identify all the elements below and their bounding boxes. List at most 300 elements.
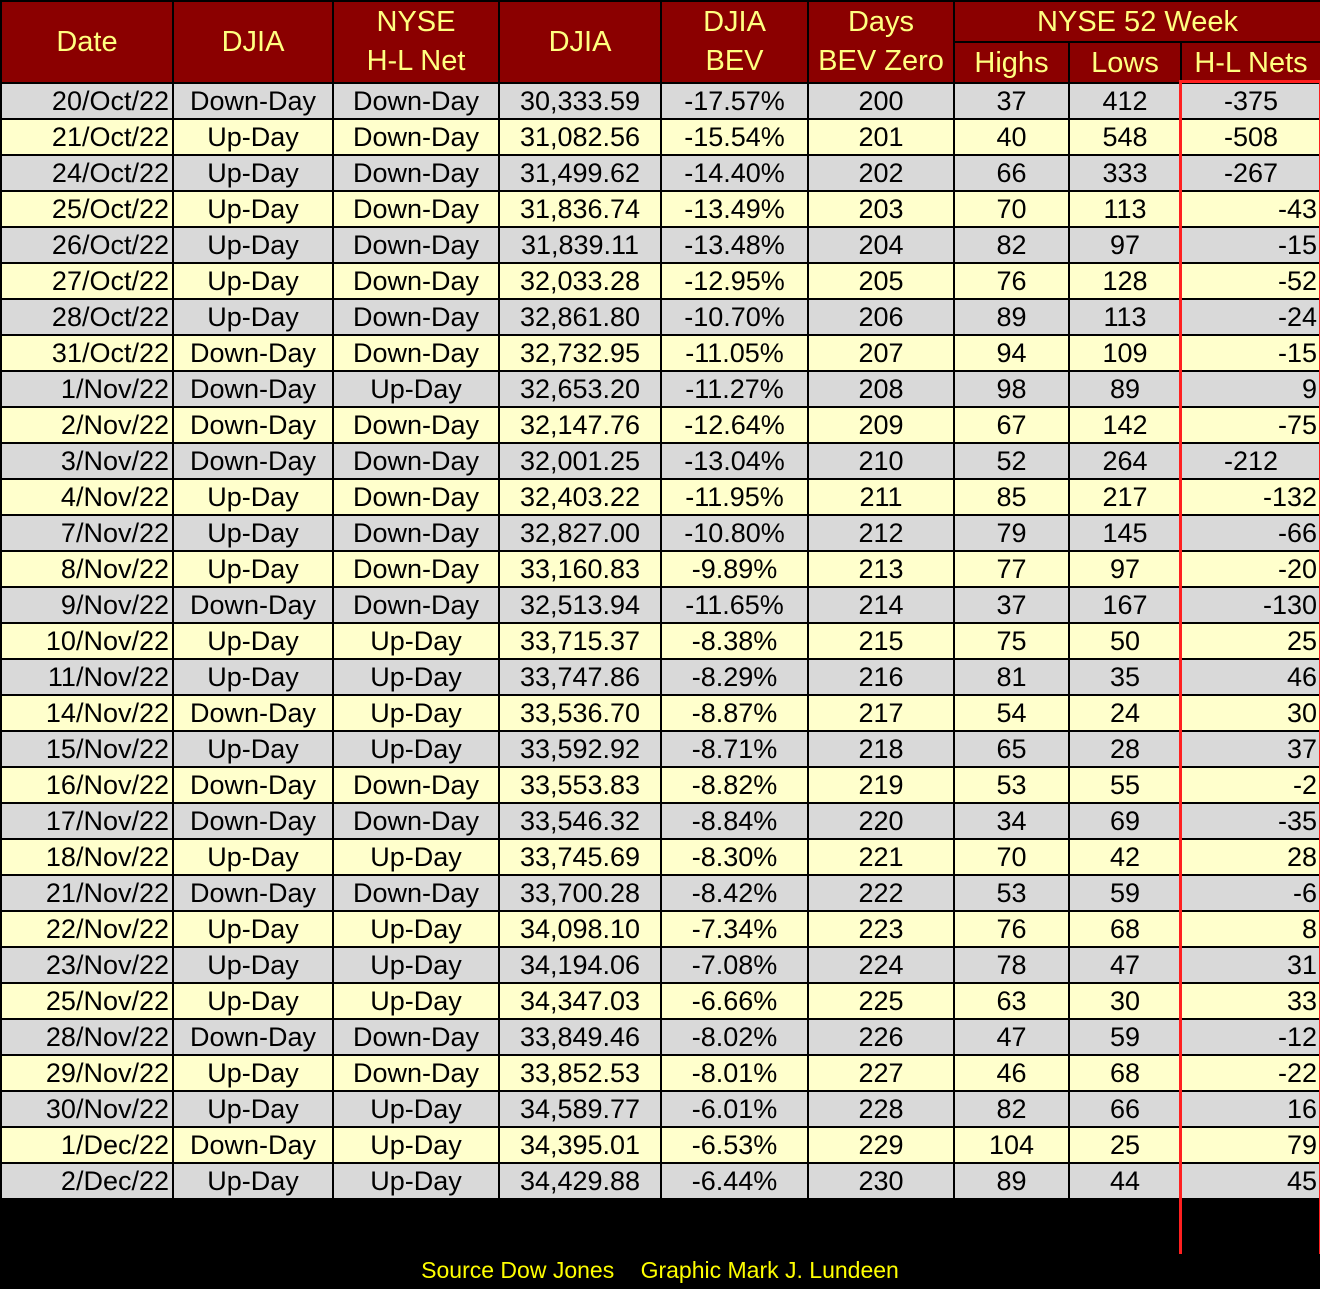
cell-nyse-hl-net: Down-Day <box>333 263 499 299</box>
cell-lows: 35 <box>1069 659 1181 695</box>
cell-nyse-hl-net: Down-Day <box>333 551 499 587</box>
cell-date: 1/Nov/22 <box>1 371 173 407</box>
table-row <box>1 1163 1320 1199</box>
cell-date: 15/Nov/22 <box>1 731 173 767</box>
header-highs: Highs <box>954 42 1069 83</box>
cell-highs: 63 <box>954 983 1069 1019</box>
cell-djia-bev: -8.82% <box>661 767 808 803</box>
cell-hl-nets: -22 <box>1181 1055 1320 1091</box>
table-row <box>1 371 1320 407</box>
cell-highs: 94 <box>954 335 1069 371</box>
cell-nyse-hl-net: Down-Day <box>333 155 499 191</box>
cell-highs: 70 <box>954 191 1069 227</box>
cell-date: 23/Nov/22 <box>1 947 173 983</box>
cell-highs: 85 <box>954 479 1069 515</box>
header-djia-day: DJIA <box>173 1 333 83</box>
cell-highs: 54 <box>954 695 1069 731</box>
cell-date: 8/Nov/22 <box>1 551 173 587</box>
cell-djia-day: Up-Day <box>173 1055 333 1091</box>
table-row <box>1 191 1320 227</box>
cell-lows: 109 <box>1069 335 1181 371</box>
table-row <box>1 119 1320 155</box>
cell-highs: 79 <box>954 515 1069 551</box>
table-row <box>1 1055 1320 1091</box>
cell-highs: 67 <box>954 407 1069 443</box>
cell-lows: 69 <box>1069 803 1181 839</box>
cell-nyse-hl-net: Down-Day <box>333 803 499 839</box>
cell-date: 28/Nov/22 <box>1 1019 173 1055</box>
cell-djia-bev: -11.65% <box>661 587 808 623</box>
cell-highs: 53 <box>954 875 1069 911</box>
cell-djia-value: 31,082.56 <box>499 119 661 155</box>
cell-djia-value: 34,589.77 <box>499 1091 661 1127</box>
cell-djia-bev: -8.38% <box>661 623 808 659</box>
cell-nyse-hl-net: Up-Day <box>333 623 499 659</box>
cell-highs: 70 <box>954 839 1069 875</box>
table-row <box>1 731 1320 767</box>
footer <box>0 1254 1320 1289</box>
cell-djia-value: 34,395.01 <box>499 1127 661 1163</box>
cell-nyse-hl-net: Down-Day <box>333 299 499 335</box>
cell-djia-bev: -8.29% <box>661 659 808 695</box>
cell-date: 20/Oct/22 <box>1 83 173 119</box>
cell-date: 14/Nov/22 <box>1 695 173 731</box>
cell-date: 1/Dec/22 <box>1 1127 173 1163</box>
cell-nyse-hl-net: Up-Day <box>333 983 499 1019</box>
cell-days-bev-zero: 220 <box>808 803 954 839</box>
cell-lows: 59 <box>1069 875 1181 911</box>
cell-djia-day: Up-Day <box>173 1163 333 1199</box>
table-row <box>1 227 1320 263</box>
cell-lows: 44 <box>1069 1163 1181 1199</box>
cell-djia-day: Up-Day <box>173 911 333 947</box>
cell-lows: 145 <box>1069 515 1181 551</box>
cell-hl-nets: 30 <box>1181 695 1320 731</box>
cell-highs: 89 <box>954 299 1069 335</box>
cell-hl-nets: -15 <box>1181 227 1320 263</box>
header-djia-bev <box>661 1 808 83</box>
cell-nyse-hl-net: Up-Day <box>333 1091 499 1127</box>
cell-days-bev-zero: 226 <box>808 1019 954 1055</box>
cell-djia-value: 34,098.10 <box>499 911 661 947</box>
cell-lows: 167 <box>1069 587 1181 623</box>
cell-djia-bev: -13.48% <box>661 227 808 263</box>
cell-hl-nets: 9 <box>1181 371 1320 407</box>
cell-date: 25/Nov/22 <box>1 983 173 1019</box>
cell-hl-nets: 45 <box>1181 1163 1320 1199</box>
cell-djia-day: Up-Day <box>173 227 333 263</box>
cell-nyse-hl-net: Up-Day <box>333 731 499 767</box>
cell-djia-bev: -17.57% <box>661 83 808 119</box>
cell-djia-bev: -6.01% <box>661 1091 808 1127</box>
table-row <box>1 83 1320 119</box>
cell-nyse-hl-net: Down-Day <box>333 83 499 119</box>
cell-hl-nets: -24 <box>1181 299 1320 335</box>
cell-days-bev-zero: 214 <box>808 587 954 623</box>
cell-lows: 25 <box>1069 1127 1181 1163</box>
table-row <box>1 1091 1320 1127</box>
cell-hl-nets: -267 <box>1181 155 1320 191</box>
cell-hl-nets: 37 <box>1181 731 1320 767</box>
cell-djia-day: Up-Day <box>173 983 333 1019</box>
cell-djia-value: 32,732.95 <box>499 335 661 371</box>
cell-djia-value: 33,160.83 <box>499 551 661 587</box>
table-row <box>1 803 1320 839</box>
cell-lows: 113 <box>1069 191 1181 227</box>
cell-days-bev-zero: 204 <box>808 227 954 263</box>
header-nyse-top: NYSE <box>376 6 456 38</box>
cell-days-bev-zero: 206 <box>808 299 954 335</box>
table-row <box>1 875 1320 911</box>
cell-lows: 68 <box>1069 911 1181 947</box>
cell-highs: 53 <box>954 767 1069 803</box>
cell-djia-value: 32,147.76 <box>499 407 661 443</box>
cell-djia-bev: -15.54% <box>661 119 808 155</box>
cell-hl-nets: 25 <box>1181 623 1320 659</box>
cell-lows: 42 <box>1069 839 1181 875</box>
cell-lows: 97 <box>1069 551 1181 587</box>
cell-highs: 78 <box>954 947 1069 983</box>
cell-djia-bev: -13.49% <box>661 191 808 227</box>
cell-lows: 113 <box>1069 299 1181 335</box>
cell-days-bev-zero: 224 <box>808 947 954 983</box>
cell-djia-day: Down-Day <box>173 767 333 803</box>
cell-nyse-hl-net: Down-Day <box>333 191 499 227</box>
cell-days-bev-zero: 201 <box>808 119 954 155</box>
cell-djia-bev: -7.08% <box>661 947 808 983</box>
cell-hl-nets: -75 <box>1181 407 1320 443</box>
cell-date: 2/Dec/22 <box>1 1163 173 1199</box>
cell-djia-value: 33,700.28 <box>499 875 661 911</box>
cell-djia-bev: -8.02% <box>661 1019 808 1055</box>
cell-nyse-hl-net: Up-Day <box>333 371 499 407</box>
cell-days-bev-zero: 209 <box>808 407 954 443</box>
cell-hl-nets: -12 <box>1181 1019 1320 1055</box>
cell-djia-value: 33,553.83 <box>499 767 661 803</box>
cell-date: 10/Nov/22 <box>1 623 173 659</box>
cell-days-bev-zero: 203 <box>808 191 954 227</box>
cell-highs: 47 <box>954 1019 1069 1055</box>
cell-hl-nets: 8 <box>1181 911 1320 947</box>
cell-lows: 89 <box>1069 371 1181 407</box>
cell-date: 11/Nov/22 <box>1 659 173 695</box>
header-lows: Lows <box>1069 42 1181 83</box>
cell-djia-bev: -11.27% <box>661 371 808 407</box>
table-row <box>1 407 1320 443</box>
header-date: Date <box>1 1 173 83</box>
cell-djia-bev: -8.42% <box>661 875 808 911</box>
cell-days-bev-zero: 229 <box>808 1127 954 1163</box>
cell-date: 9/Nov/22 <box>1 587 173 623</box>
cell-nyse-hl-net: Down-Day <box>333 515 499 551</box>
header-nyse-52-week: NYSE 52 Week <box>954 1 1320 42</box>
cell-djia-bev: -13.04% <box>661 443 808 479</box>
cell-lows: 264 <box>1069 443 1181 479</box>
table-row <box>1 299 1320 335</box>
cell-djia-day: Up-Day <box>173 263 333 299</box>
cell-days-bev-zero: 227 <box>808 1055 954 1091</box>
cell-djia-bev: -9.89% <box>661 551 808 587</box>
cell-date: 24/Oct/22 <box>1 155 173 191</box>
header-days-bev-zero <box>808 1 954 83</box>
cell-days-bev-zero: 213 <box>808 551 954 587</box>
header-nyse-hl-net <box>333 1 499 83</box>
cell-djia-value: 33,592.92 <box>499 731 661 767</box>
cell-highs: 89 <box>954 1163 1069 1199</box>
cell-djia-value: 31,499.62 <box>499 155 661 191</box>
cell-djia-bev: -7.34% <box>661 911 808 947</box>
cell-djia-day: Up-Day <box>173 479 333 515</box>
cell-lows: 30 <box>1069 983 1181 1019</box>
cell-days-bev-zero: 211 <box>808 479 954 515</box>
cell-nyse-hl-net: Up-Day <box>333 659 499 695</box>
footer-credit: Graphic Mark J. Lundeen <box>640 1257 899 1283</box>
cell-djia-day: Up-Day <box>173 299 333 335</box>
cell-days-bev-zero: 222 <box>808 875 954 911</box>
cell-nyse-hl-net: Up-Day <box>333 839 499 875</box>
cell-djia-day: Up-Day <box>173 155 333 191</box>
cell-djia-value: 33,715.37 <box>499 623 661 659</box>
cell-hl-nets: -35 <box>1181 803 1320 839</box>
table-row <box>1 695 1320 731</box>
cell-djia-value: 33,747.86 <box>499 659 661 695</box>
cell-djia-bev: -11.95% <box>661 479 808 515</box>
cell-djia-bev: -8.71% <box>661 731 808 767</box>
cell-highs: 77 <box>954 551 1069 587</box>
header-days-top: Days <box>847 6 915 38</box>
cell-lows: 412 <box>1069 83 1181 119</box>
cell-nyse-hl-net: Down-Day <box>333 119 499 155</box>
table-row <box>1 1127 1320 1163</box>
cell-djia-value: 31,839.11 <box>499 227 661 263</box>
cell-hl-nets: 79 <box>1181 1127 1320 1163</box>
cell-days-bev-zero: 230 <box>808 1163 954 1199</box>
header-hl-nets: H-L Nets <box>1181 42 1320 83</box>
table-row <box>1 983 1320 1019</box>
cell-hl-nets: -43 <box>1181 191 1320 227</box>
cell-djia-value: 32,827.00 <box>499 515 661 551</box>
cell-djia-day: Down-Day <box>173 695 333 731</box>
cell-djia-bev: -10.80% <box>661 515 808 551</box>
cell-hl-nets: -6 <box>1181 875 1320 911</box>
cell-highs: 76 <box>954 263 1069 299</box>
cell-djia-day: Down-Day <box>173 803 333 839</box>
cell-lows: 68 <box>1069 1055 1181 1091</box>
cell-days-bev-zero: 221 <box>808 839 954 875</box>
cell-djia-bev: -10.70% <box>661 299 808 335</box>
cell-nyse-hl-net: Down-Day <box>333 587 499 623</box>
cell-djia-value: 32,653.20 <box>499 371 661 407</box>
cell-date: 3/Nov/22 <box>1 443 173 479</box>
cell-hl-nets: 16 <box>1181 1091 1320 1127</box>
cell-date: 21/Nov/22 <box>1 875 173 911</box>
cell-hl-nets: 28 <box>1181 839 1320 875</box>
cell-highs: 82 <box>954 1091 1069 1127</box>
cell-nyse-hl-net: Up-Day <box>333 911 499 947</box>
cell-djia-value: 33,852.53 <box>499 1055 661 1091</box>
cell-date: 29/Nov/22 <box>1 1055 173 1091</box>
cell-nyse-hl-net: Down-Day <box>333 479 499 515</box>
cell-hl-nets: -20 <box>1181 551 1320 587</box>
cell-date: 28/Oct/22 <box>1 299 173 335</box>
cell-djia-day: Up-Day <box>173 1091 333 1127</box>
table-row <box>1 947 1320 983</box>
cell-nyse-hl-net: Down-Day <box>333 1055 499 1091</box>
cell-date: 30/Nov/22 <box>1 1091 173 1127</box>
cell-date: 18/Nov/22 <box>1 839 173 875</box>
cell-hl-nets: -2 <box>1181 767 1320 803</box>
cell-days-bev-zero: 202 <box>808 155 954 191</box>
cell-djia-day: Up-Day <box>173 515 333 551</box>
cell-hl-nets: -52 <box>1181 263 1320 299</box>
cell-djia-bev: -6.44% <box>661 1163 808 1199</box>
cell-nyse-hl-net: Down-Day <box>333 443 499 479</box>
header-djia-value: DJIA <box>499 1 661 83</box>
cell-date: 17/Nov/22 <box>1 803 173 839</box>
cell-hl-nets: -15 <box>1181 335 1320 371</box>
cell-djia-day: Down-Day <box>173 587 333 623</box>
table-row <box>1 623 1320 659</box>
cell-days-bev-zero: 200 <box>808 83 954 119</box>
cell-lows: 55 <box>1069 767 1181 803</box>
cell-djia-day: Up-Day <box>173 119 333 155</box>
cell-date: 26/Oct/22 <box>1 227 173 263</box>
cell-djia-day: Up-Day <box>173 191 333 227</box>
cell-djia-bev: -8.01% <box>661 1055 808 1091</box>
cell-date: 25/Oct/22 <box>1 191 173 227</box>
cell-djia-bev: -12.95% <box>661 263 808 299</box>
table-row <box>1 335 1320 371</box>
cell-djia-value: 32,513.94 <box>499 587 661 623</box>
cell-djia-value: 32,403.22 <box>499 479 661 515</box>
cell-hl-nets: -375 <box>1181 83 1320 119</box>
cell-lows: 47 <box>1069 947 1181 983</box>
cell-lows: 217 <box>1069 479 1181 515</box>
cell-nyse-hl-net: Up-Day <box>333 1163 499 1199</box>
cell-highs: 52 <box>954 443 1069 479</box>
cell-djia-day: Down-Day <box>173 1127 333 1163</box>
cell-highs: 104 <box>954 1127 1069 1163</box>
cell-days-bev-zero: 225 <box>808 983 954 1019</box>
table-row <box>1 587 1320 623</box>
cell-date: 21/Oct/22 <box>1 119 173 155</box>
table-row <box>1 155 1320 191</box>
cell-days-bev-zero: 208 <box>808 371 954 407</box>
cell-days-bev-zero: 223 <box>808 911 954 947</box>
cell-djia-day: Down-Day <box>173 875 333 911</box>
cell-djia-value: 34,429.88 <box>499 1163 661 1199</box>
cell-djia-day: Down-Day <box>173 335 333 371</box>
cell-date: 16/Nov/22 <box>1 767 173 803</box>
cell-highs: 75 <box>954 623 1069 659</box>
cell-hl-nets: -508 <box>1181 119 1320 155</box>
cell-nyse-hl-net: Down-Day <box>333 227 499 263</box>
cell-djia-day: Up-Day <box>173 659 333 695</box>
table-row <box>1 1019 1320 1055</box>
cell-djia-bev: -8.87% <box>661 695 808 731</box>
cell-hl-nets: -212 <box>1181 443 1320 479</box>
cell-date: 7/Nov/22 <box>1 515 173 551</box>
header-nyse-bottom: H-L Net <box>366 45 466 77</box>
cell-date: 31/Oct/22 <box>1 335 173 371</box>
cell-highs: 98 <box>954 371 1069 407</box>
cell-days-bev-zero: 212 <box>808 515 954 551</box>
cell-nyse-hl-net: Down-Day <box>333 335 499 371</box>
table-row <box>1 551 1320 587</box>
cell-djia-day: Up-Day <box>173 839 333 875</box>
cell-days-bev-zero: 216 <box>808 659 954 695</box>
cell-date: 22/Nov/22 <box>1 911 173 947</box>
footer-source: Source Dow Jones <box>421 1257 615 1283</box>
cell-date: 2/Nov/22 <box>1 407 173 443</box>
cell-djia-bev: -11.05% <box>661 335 808 371</box>
cell-highs: 40 <box>954 119 1069 155</box>
cell-djia-value: 34,194.06 <box>499 947 661 983</box>
cell-djia-value: 33,536.70 <box>499 695 661 731</box>
table-row <box>1 911 1320 947</box>
cell-lows: 142 <box>1069 407 1181 443</box>
cell-djia-day: Down-Day <box>173 371 333 407</box>
table-row <box>1 839 1320 875</box>
cell-days-bev-zero: 218 <box>808 731 954 767</box>
table-row <box>1 659 1320 695</box>
cell-djia-bev: -12.64% <box>661 407 808 443</box>
cell-days-bev-zero: 219 <box>808 767 954 803</box>
table-row <box>1 443 1320 479</box>
cell-djia-value: 30,333.59 <box>499 83 661 119</box>
cell-days-bev-zero: 228 <box>808 1091 954 1127</box>
cell-highs: 82 <box>954 227 1069 263</box>
table-row <box>1 479 1320 515</box>
cell-lows: 333 <box>1069 155 1181 191</box>
cell-days-bev-zero: 207 <box>808 335 954 371</box>
cell-highs: 34 <box>954 803 1069 839</box>
cell-nyse-hl-net: Up-Day <box>333 695 499 731</box>
table-row <box>1 515 1320 551</box>
cell-djia-day: Down-Day <box>173 443 333 479</box>
header-days-bottom: BEV Zero <box>818 45 944 77</box>
cell-djia-value: 31,836.74 <box>499 191 661 227</box>
cell-djia-bev: -8.30% <box>661 839 808 875</box>
cell-djia-day: Up-Day <box>173 731 333 767</box>
cell-hl-nets: -66 <box>1181 515 1320 551</box>
cell-nyse-hl-net: Up-Day <box>333 947 499 983</box>
header-bev-bottom: BEV <box>705 45 764 77</box>
cell-highs: 37 <box>954 587 1069 623</box>
cell-nyse-hl-net: Down-Day <box>333 875 499 911</box>
cell-djia-day: Down-Day <box>173 407 333 443</box>
table-body <box>1 83 1320 1199</box>
cell-djia-value: 32,861.80 <box>499 299 661 335</box>
cell-lows: 128 <box>1069 263 1181 299</box>
cell-highs: 46 <box>954 1055 1069 1091</box>
cell-date: 27/Oct/22 <box>1 263 173 299</box>
cell-djia-day: Up-Day <box>173 551 333 587</box>
cell-djia-value: 33,745.69 <box>499 839 661 875</box>
cell-lows: 97 <box>1069 227 1181 263</box>
table-header <box>1 1 1320 83</box>
cell-nyse-hl-net: Down-Day <box>333 1019 499 1055</box>
cell-days-bev-zero: 205 <box>808 263 954 299</box>
table-row <box>1 767 1320 803</box>
cell-djia-value: 34,347.03 <box>499 983 661 1019</box>
cell-djia-day: Down-Day <box>173 1019 333 1055</box>
cell-djia-value: 33,546.32 <box>499 803 661 839</box>
cell-days-bev-zero: 215 <box>808 623 954 659</box>
cell-days-bev-zero: 210 <box>808 443 954 479</box>
cell-lows: 24 <box>1069 695 1181 731</box>
cell-djia-bev: -6.66% <box>661 983 808 1019</box>
